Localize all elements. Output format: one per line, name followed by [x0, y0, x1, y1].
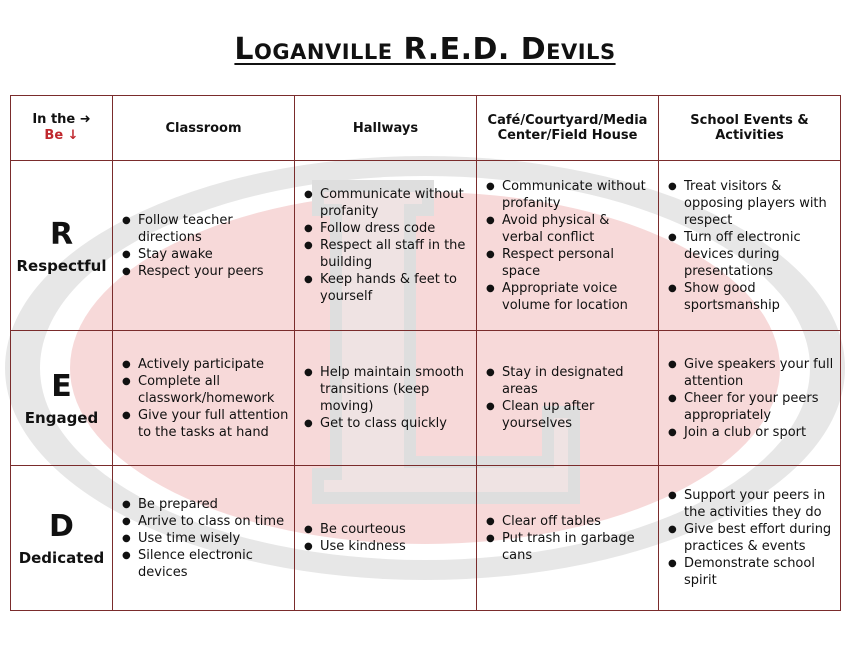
cell-dedicated-hallways [295, 466, 477, 611]
cell-engaged-classroom [113, 331, 295, 466]
row-engaged [11, 331, 841, 466]
rule-item: ● Arrive to class on time [119, 513, 290, 530]
rule-item: ● Support your peers in the activities they do [665, 487, 836, 521]
rule-item: ● Appropriate voice volume for location [483, 280, 654, 314]
rule-item: ● Give speakers your full attention [665, 356, 836, 390]
rule-item: ● Be courteous [301, 521, 472, 538]
row-word: Engaged [24, 409, 99, 427]
cell-respectful-hallways [295, 161, 477, 331]
rule-item: ● Use time wisely [119, 530, 290, 547]
column-header-classroom: Classroom [113, 96, 295, 161]
rule-item: ● Silence electronic devices [119, 547, 290, 581]
rule-item: ● Treat visitors & opposing players with respect [665, 178, 836, 229]
cell-dedicated-cafe [477, 466, 659, 611]
cell-respectful-classroom [113, 161, 295, 331]
rule-item: ● Show good sportsmanship [665, 280, 836, 314]
cell-engaged-events [659, 331, 841, 466]
rule-item: ● Turn off electronic devices during presentations [665, 229, 836, 280]
row-header-engaged [11, 331, 113, 466]
rule-item: ● Join a club or sport [665, 424, 836, 441]
row-header-respectful [11, 161, 113, 331]
rule-item: ● Use kindness [301, 538, 472, 555]
rule-item: ● Keep hands & feet to yourself [301, 271, 472, 305]
row-respectful [11, 161, 841, 331]
rule-item: ● Actively participate [119, 356, 290, 373]
column-header-school-events: School Events & Activities [659, 96, 841, 161]
cell-dedicated-classroom [113, 466, 295, 611]
rule-item: ● Give best effort during practices & events [665, 521, 836, 555]
row-letter: R [49, 216, 74, 252]
rule-item: ● Stay awake [119, 246, 290, 263]
corner-header [11, 96, 113, 161]
rule-item: ● Follow dress code [301, 220, 472, 237]
rule-item: ● Respect personal space [483, 246, 654, 280]
rule-item: ● Avoid physical & verbal conflict [483, 212, 654, 246]
rule-item: ● Help maintain smooth transitions (keep moving) [301, 364, 472, 415]
rule-item: ● Respect your peers [119, 263, 290, 280]
cell-respectful-events [659, 161, 841, 331]
row-word: Respectful [16, 256, 107, 275]
rule-item: ● Follow teacher directions [119, 212, 290, 246]
corner-in-the-label: In the ➜ [32, 112, 91, 127]
row-letter: D [49, 509, 74, 544]
rule-item: ● Give your full attention to the tasks at hand [119, 407, 290, 441]
rule-item: ● Get to class quickly [301, 415, 472, 432]
page-title: Loganville R.E.D. Devils [234, 32, 616, 67]
cell-engaged-hallways [295, 331, 477, 466]
cell-engaged-cafe [477, 331, 659, 466]
cell-respectful-cafe [477, 161, 659, 331]
row-header-dedicated [11, 466, 113, 611]
rule-item: ● Communicate without profanity [483, 178, 654, 212]
corner-be-label: Be ↓ [44, 128, 79, 143]
rule-item: ● Respect all staff in the building [301, 237, 472, 271]
rule-item: ● Be prepared [119, 496, 290, 513]
rule-item: ● Put trash in garbage cans [483, 530, 654, 564]
rule-item: ● Cheer for your peers appropriately [665, 390, 836, 424]
row-word: Dedicated [18, 549, 105, 567]
column-header-hallways: Hallways [295, 96, 477, 161]
rule-item: ● Communicate without profanity [301, 186, 472, 220]
row-dedicated [11, 466, 841, 611]
rule-item: ● Clear off tables [483, 513, 654, 530]
row-letter: E [51, 369, 72, 404]
rule-item: ● Demonstrate school spirit [665, 555, 836, 589]
expectations-matrix [10, 95, 841, 611]
rule-item: ● Complete all classwork/homework [119, 373, 290, 407]
column-header-cafe-courtyard: Café/Courtyard/Media Center/Field House [477, 96, 659, 161]
rule-item: ● Clean up after yourselves [483, 398, 654, 432]
cell-dedicated-events [659, 466, 841, 611]
rule-item: ● Stay in designated areas [483, 364, 654, 398]
